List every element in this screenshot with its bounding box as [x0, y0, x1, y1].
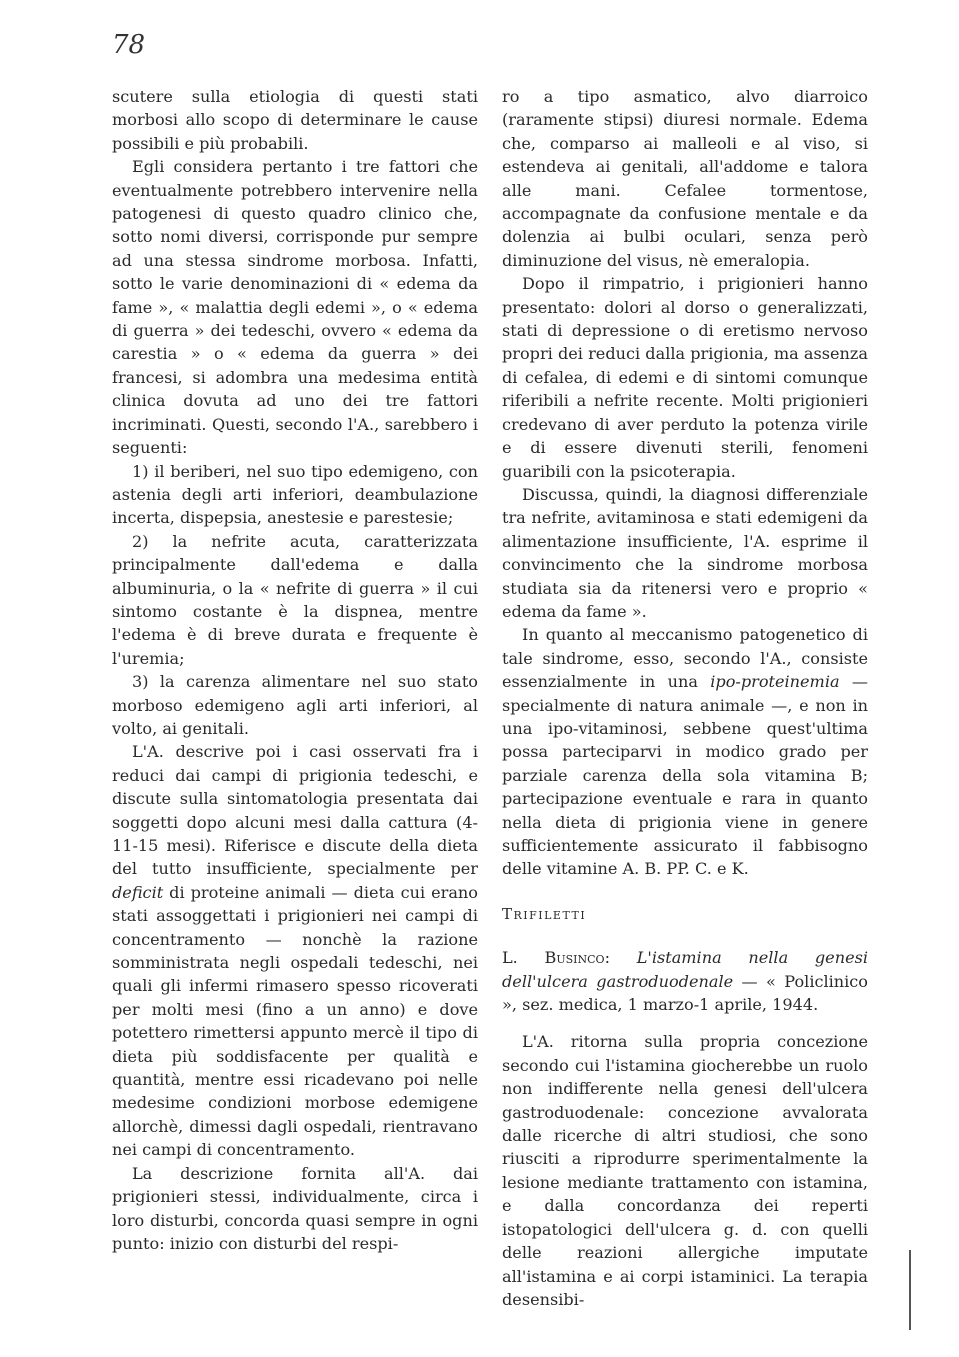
paragraph: ro a tipo asmatico, alvo diarroico (raramente stipsi) diuresi normale. Edema che, comparso ai malleoli e al viso, si estendeva ai genitali, all'addome e talora alle mani. Cefalee tormentose, accompagnate da confusione mentale e da dolenzia ai bulbi oculari, senza però diminuzione del visus, nè emeralopia. [502, 87, 868, 270]
paragraph [502, 623, 868, 880]
ref-author: Businco [544, 948, 605, 968]
list-item: 1) il beriberi, nel suo tipo edemigeno, con astenia degli arti inferiori, deambulazione incerta, dispepsia, anestesie e parestesie; [112, 461, 478, 528]
ref-prefix: L. [502, 948, 545, 968]
paragraph: La descrizione fornita all'A. dai prigionieri stessi, individualmente, circa i loro disturbi, concorda quasi sempre in ogni punto: inizio con disturbi del respi- [112, 1163, 478, 1253]
italic-term: ipo-proteinemia [710, 672, 840, 692]
list-item: 2) la nefrite acuta, caratterizzata principalmente dall'edema e dalla albuminuria, o la « nefrite di guerra » il cui sintomo costante è la dispnea, mentre l'edema è di breve durata e frequente è l'uremia; [112, 531, 478, 668]
paragraph: Dopo il rimpatrio, i prigionieri hanno presentato: dolori al dorso o generalizzati, stati di depressione o di eretismo nervoso propri dei reduci dalla prigionia, ma assenza di cefalea, di edemi e di sintomi comunque riferibili a nefrite recente. Molti prigionieri credevano di aver perduto la potenza virile e di essere divenuti sterili, fenomeni guaribili con la psicoterapia. [502, 274, 868, 481]
paragraph: L'A. ritorna sulla propria concezione secondo cui l'istamina giocherebbe un ruolo non indifferente nella genesi dell'ulcera gastroduodenale: concezione avvalorata dalle ricerche di altri studiosi, che sono riusciti a riprodurre sperimentalmente la lesione mediante trattamento con istamina, e dalla concordanza dei reperti istopatologici dell'ulcera g. d. con quelli delle reazioni allergiche imputate all'istamina e ai corpi istaminici. La terapia desensibi- [502, 1032, 868, 1309]
text-run: L'A. descrive poi i casi osservati fra i reduci dai campi di prigionia tedeschi, e discute sulla sintomatologia presentata dai soggetti dopo alcuni mesi dalla cattura (4-11-15 mesi). Riferisce e discute della dieta del tutto insufficiente, specialmente per [112, 742, 478, 879]
left-column [112, 85, 478, 1255]
text-run: di proteine animali — dieta cui erano stati assoggettati i prigionieri nei campi di concentramento — nonchè la razione somministrata negli ospedali tedeschi, nei quali gli infermi rimasero spesso ricoverati per molti mesi (fino a un anno) e dove potettero rimettersi appunto mercè il tipo di dieta più soddisfacente per qualità e quantità, mentre essi ricadevano poi nelle medesime condizioni morbose edemigene allorchè, dimessi dagli ospedali, rientravano nei campi di concentramento. [112, 882, 478, 1160]
paragraph: Egli considera pertanto i tre fattori che eventualmente potrebbero intervenire nella patogenesi di questo quadro clinico che, sotto nomi diversi, corrisponde pur sempre ad una stessa sindrome morbosa. Infatti, sotto le varie denominazioni di « edema da fame », « malattia degli edemi », o « edema di guerra » dei tedeschi, ovvero « edema da carestia » o « edema da guerra » dei francesi, si adombra una medesima entità clinica dovuta ad uno dei tre fattori incriminati. Questi, secondo l'A., sarebbero i seguenti: [112, 157, 478, 458]
paragraph: Discussa, quindi, la diagnosi differenziale tra nefrite, avitaminosa e stati edemigeni da alimentazione insufficiente, l'A. esprime il convincimento che la sindrome morbosa studiata sia da ritenersi vero e proprio « edema da fame ». [502, 484, 868, 621]
page-number: 78 [112, 30, 146, 60]
author-signature: Trifiletti [502, 904, 587, 923]
list-item: 3) la carenza alimentare nel suo stato morboso edemigeno agli arti inferiori, al volto, ai genitali. [112, 672, 478, 738]
paragraph [112, 740, 478, 1161]
bibliographic-reference [502, 946, 868, 1016]
ref-title: L'istamina nella genesi dell'ulcera gastroduodenale [502, 948, 868, 991]
margin-mark [909, 1250, 911, 1330]
ref-colon: : [604, 948, 637, 968]
text-run: — specialmente di natura animale —, e non in una ipo-vitaminosi, sebbene quest'ultima possa parteciparvi in modico grado per parziale carenza della sola vitamina B; partecipazione eventuale e rara in quanto nella dieta di prigionia viene in genere sufficientemente assicurato il fabbisogno delle vitamine A. B. PP. C. e K. [502, 672, 868, 879]
paragraph: scutere sulla etiologia di questi stati morbosi allo scopo di determinare le cause possibili e più probabili. [112, 87, 478, 153]
right-column [502, 85, 868, 1311]
ref-source: — « Policlinico », sez. medica, 1 marzo-1 aprile, 1944. [502, 971, 868, 1015]
italic-term: deficit [112, 882, 164, 902]
text-run: In quanto al meccanismo patogenetico di tale sindrome, esso, secondo l'A., consiste essenzialmente in una [502, 625, 868, 692]
